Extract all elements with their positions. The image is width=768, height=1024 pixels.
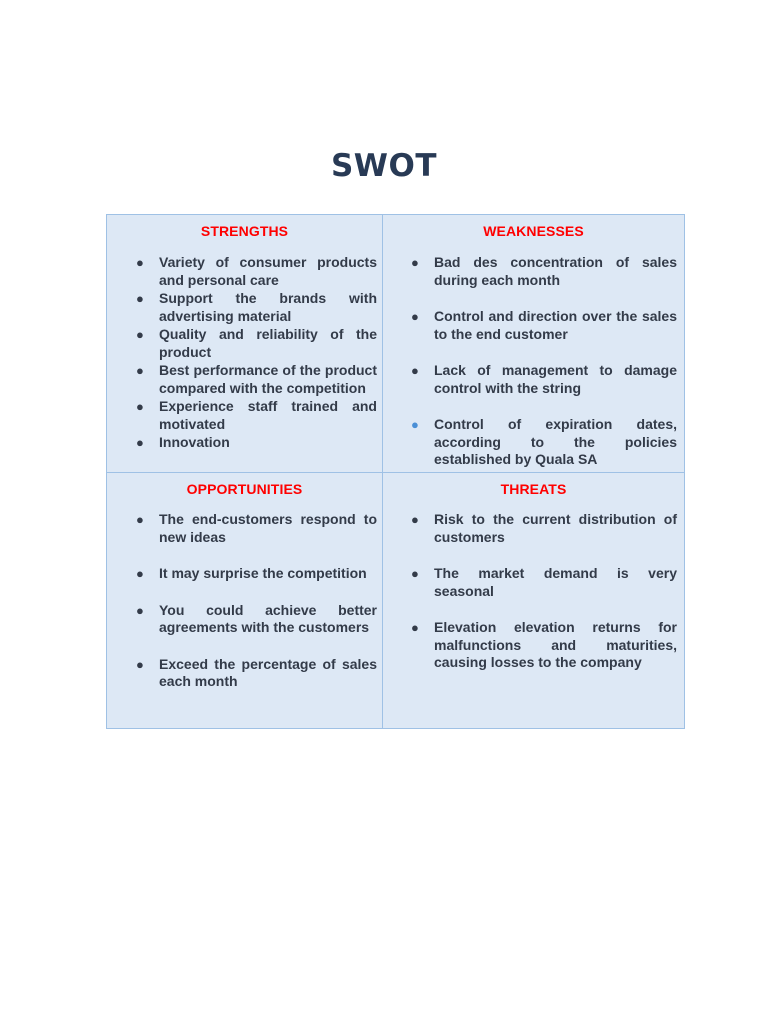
list-item-text: The end-customers respond to new ideas — [159, 511, 377, 545]
bullet-dot-icon: ● — [136, 291, 144, 306]
threats-cell — [383, 473, 685, 729]
list-item-text: Bad des concentration of sales during each month — [434, 254, 677, 288]
bullet-dot-icon: ● — [136, 512, 144, 527]
list-item-text: You could achieve better agreements with the customers — [159, 601, 377, 635]
list-item-text: Variety of consumer products and personal care — [159, 254, 377, 288]
list-item-text: The market demand is very seasonal — [434, 565, 677, 599]
list-item-text: Control of expiration dates, according to the policies established by Quala SA — [434, 416, 677, 467]
list-item — [411, 511, 677, 546]
list-item — [411, 619, 677, 672]
weaknesses-list — [411, 254, 677, 488]
list-item-text: Control and direction over the sales to the end customer — [434, 308, 677, 342]
weaknesses-heading: WEAKNESSES — [483, 223, 584, 239]
list-item — [136, 655, 377, 691]
list-item — [136, 434, 377, 452]
bullet-dot-icon: ● — [136, 255, 144, 270]
bullet-dot-icon: ● — [136, 435, 144, 450]
list-item-text: Exceed the percentage of sales each month — [159, 655, 377, 689]
list-item-text: Lack of management to damage control with the string — [434, 362, 677, 396]
swot-table — [106, 214, 685, 729]
list-item-text: Elevation elevation returns for malfunctions and maturities, causing losses to the company — [434, 619, 677, 670]
bullet-dot-icon: ● — [136, 363, 144, 378]
strengths-cell — [106, 214, 383, 473]
bullet-dot-icon: ● — [136, 327, 144, 342]
list-item — [136, 398, 377, 433]
bullet-dot-icon: ● — [411, 309, 419, 324]
bullet-dot-icon: ● — [411, 255, 419, 270]
bullet-dot-icon: ● — [136, 656, 144, 672]
list-item — [411, 416, 677, 469]
bullet-dot-icon: ● — [136, 399, 144, 414]
list-item — [136, 326, 377, 361]
strengths-heading: STRENGTHS — [200, 223, 289, 239]
list-item-text: Innovation — [159, 434, 230, 450]
list-item — [411, 362, 677, 397]
list-item-text: It may surprise the competition — [159, 565, 367, 581]
list-item-text: Best performance of the product compared with the competition — [159, 362, 377, 396]
list-item-text: Experience staff trained and motivated — [159, 398, 377, 432]
list-item-text: Support the brands with advertising material — [159, 290, 377, 324]
bullet-dot-icon: ● — [411, 363, 419, 378]
list-item — [136, 565, 377, 583]
list-item — [136, 511, 377, 546]
threats-list — [411, 511, 677, 691]
list-item-text: Risk to the current distribution of customers — [434, 511, 677, 545]
bullet-dot-icon: ● — [411, 417, 419, 432]
bullet-dot-icon: ● — [411, 566, 419, 581]
bullet-dot-icon: ● — [411, 512, 419, 527]
bullet-dot-icon: ● — [136, 602, 144, 618]
weaknesses-cell — [383, 214, 685, 473]
opportunities-heading: OPPORTUNITIES — [186, 481, 303, 497]
opportunities-list — [136, 511, 377, 710]
page-title: SWOT — [330, 148, 438, 184]
strengths-list — [136, 254, 377, 453]
list-item — [411, 565, 677, 600]
bullet-dot-icon: ● — [411, 620, 419, 635]
threats-heading: THREATS — [500, 481, 567, 497]
list-item — [136, 601, 377, 637]
list-item — [411, 254, 677, 289]
list-item — [136, 362, 377, 397]
list-item — [136, 290, 377, 325]
list-item — [411, 308, 677, 343]
list-item — [136, 254, 377, 289]
bullet-dot-icon: ● — [136, 566, 144, 581]
list-item-text: Quality and reliability of the product — [159, 326, 377, 360]
opportunities-cell — [106, 473, 383, 729]
